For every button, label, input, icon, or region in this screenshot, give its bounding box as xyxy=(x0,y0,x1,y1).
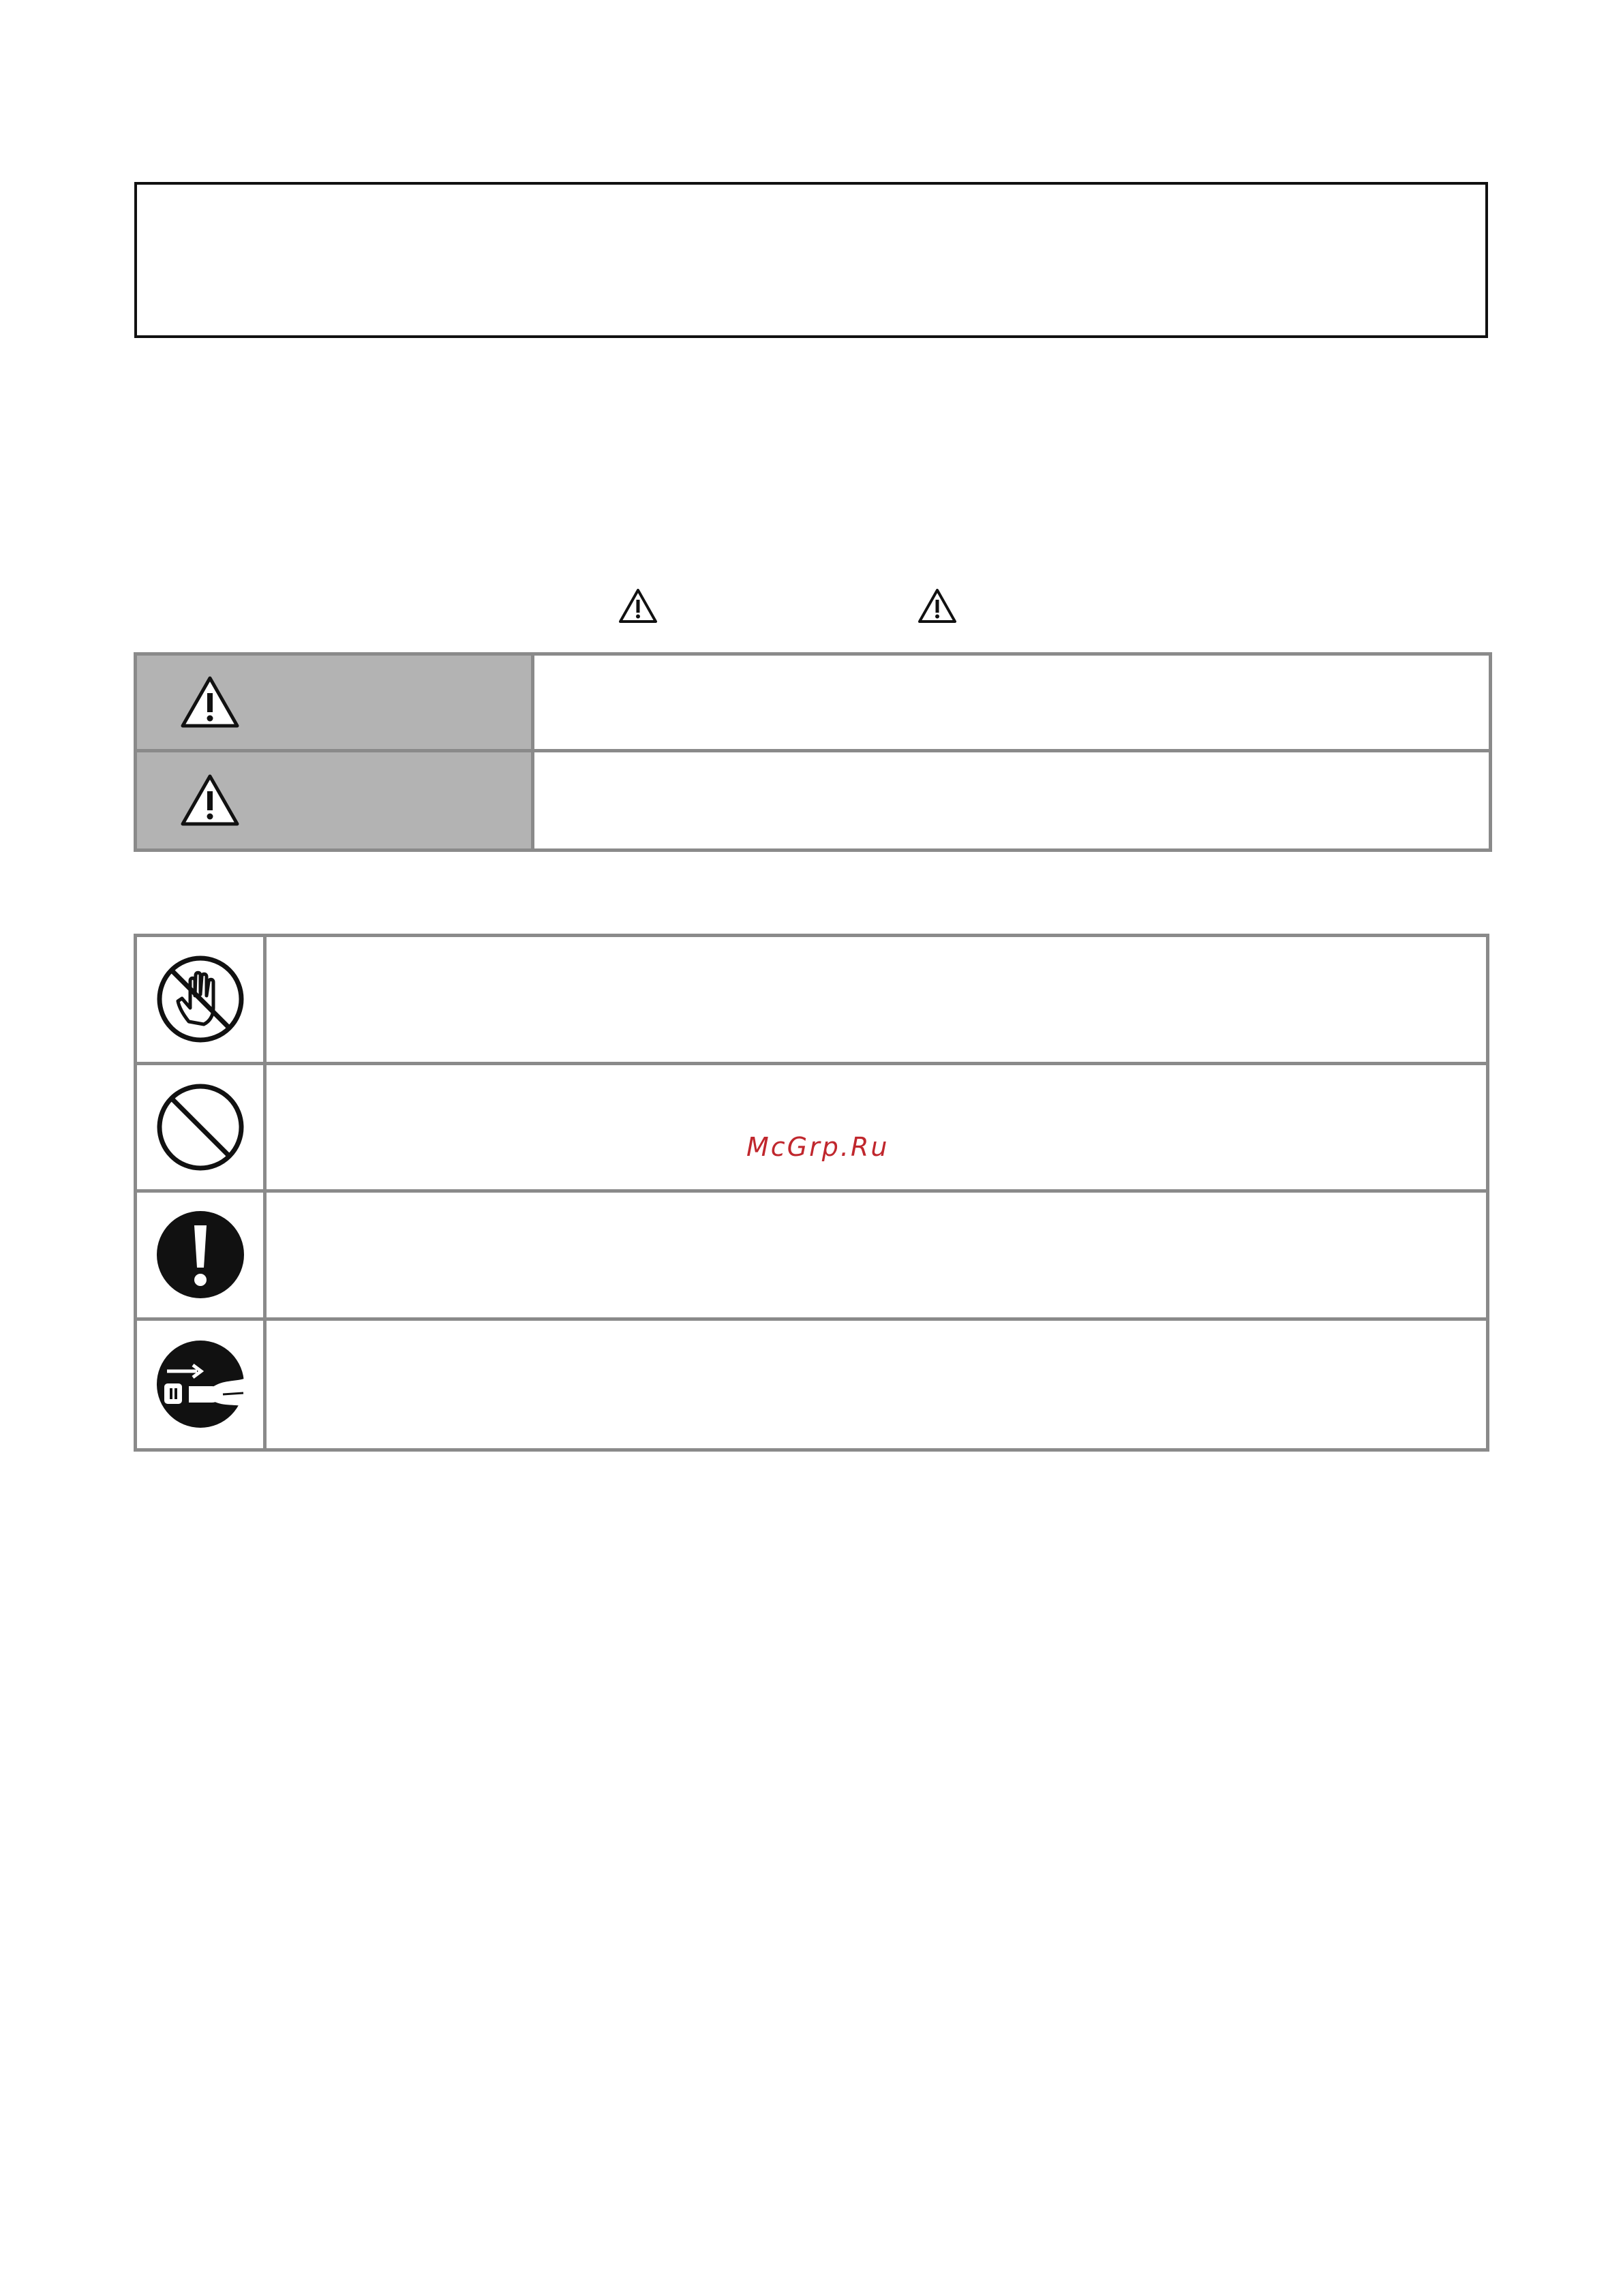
warning-triangle-icon xyxy=(179,772,241,828)
pictogram-cell-2 xyxy=(137,1065,267,1193)
pictogram-desc-3 xyxy=(267,1193,1486,1321)
pictogram-cell-3 xyxy=(137,1193,267,1321)
watermark-text: McGrp.Ru xyxy=(746,1132,890,1162)
pictogram-cell-4 xyxy=(137,1321,267,1449)
header-box xyxy=(134,182,1488,338)
do-not-touch-icon xyxy=(155,953,246,1045)
pictogram-table xyxy=(134,934,1489,1452)
prohibition-icon xyxy=(155,1082,246,1173)
signal-label-cell-1 xyxy=(137,656,534,752)
pictogram-desc-2 xyxy=(267,1065,1486,1193)
signal-word-table xyxy=(134,652,1492,852)
pictogram-desc-4 xyxy=(267,1321,1486,1449)
pictogram-cell-1 xyxy=(137,937,267,1065)
mandatory-action-icon xyxy=(155,1209,246,1300)
pictogram-desc-1 xyxy=(267,937,1486,1065)
warning-triangle-icon xyxy=(618,587,658,624)
warning-triangle-icon xyxy=(917,587,957,624)
signal-label-cell-2 xyxy=(137,752,534,849)
unplug-icon xyxy=(155,1338,246,1430)
signal-desc-cell-1 xyxy=(534,656,1489,752)
signal-desc-cell-2 xyxy=(534,752,1489,849)
warning-triangle-icon xyxy=(179,674,241,730)
